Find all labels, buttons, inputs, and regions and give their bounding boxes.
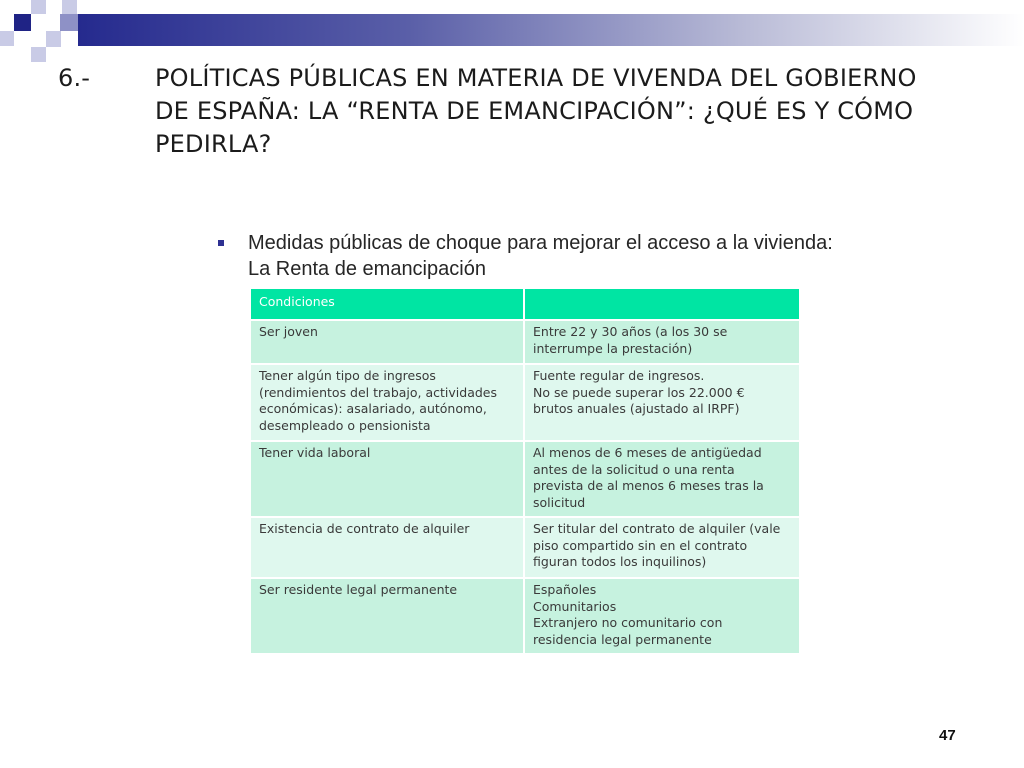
- header-decoration: [0, 0, 1024, 64]
- detail-cell: [524, 320, 800, 364]
- table: [249, 287, 801, 655]
- condition-cell: [250, 364, 524, 441]
- table-row: [250, 441, 800, 517]
- decor-square: [46, 31, 61, 47]
- bullet-text: Medidas públicas de choque para mejorar el acceso a la vivienda: La Renta de emancipación: [248, 232, 833, 280]
- condition-cell: [250, 517, 524, 578]
- cell-line: Fuente regular de ingresos.: [533, 368, 705, 383]
- cell-line: Comunitarios: [533, 598, 617, 614]
- cell-line: (rendimientos del trabajo, actividades: [259, 384, 498, 400]
- header-gradient-bar: [78, 14, 1024, 46]
- decor-square: [31, 47, 46, 62]
- table-header-cell: Condiciones: [250, 288, 524, 320]
- detail-cell: [524, 364, 800, 441]
- table-row: [250, 578, 800, 654]
- cell-line: Extranjero no comunitario con: [533, 615, 723, 630]
- cell-line: económicas): asalariado, autónomo,: [259, 401, 487, 416]
- cell-line: Tener algún tipo de ingresos: [259, 368, 436, 383]
- bullet-square-icon: [218, 240, 224, 246]
- section-number: 6.-: [58, 64, 91, 92]
- cell-line: Ser residente legal permanente: [259, 582, 458, 597]
- cell-line: Españoles: [533, 582, 597, 597]
- conditions-table: [248, 287, 801, 655]
- decor-square: [14, 14, 31, 31]
- cell-line: Entre 22 y 30 años (a los 30 se: [533, 324, 728, 339]
- table-header-cell: [524, 288, 800, 320]
- cell-line: Existencia de contrato de alquiler: [259, 521, 470, 536]
- title-text: POLÍTICAS PÚBLICAS EN MATERIA DE VIVENDA DEL GOBIERNO DE ESPAÑA: LA “RENTA DE EMANCIPACIÓN”: ¿QUÉ ES Y CÓMO PEDIRLA?: [155, 64, 917, 158]
- detail-cell: [524, 578, 800, 654]
- decor-square: [62, 0, 77, 14]
- detail-cell: [524, 517, 800, 578]
- detail-cell: [524, 441, 800, 517]
- cell-line: figuran todos los inquilinos): [533, 554, 707, 569]
- table-row: [250, 320, 800, 364]
- decor-square: [0, 31, 14, 46]
- cell-line: piso compartido sin en el contrato: [533, 537, 748, 553]
- cell-line: Ser titular del contrato de alquiler (vale: [533, 521, 781, 536]
- cell-line: Tener vida laboral: [259, 445, 371, 460]
- decor-square: [60, 14, 78, 31]
- cell-line: solicitud: [533, 494, 586, 510]
- cell-line: Ser joven: [259, 324, 318, 339]
- page-number: 47: [939, 727, 956, 744]
- condition-cell: [250, 320, 524, 364]
- cell-line: residencia legal permanente: [533, 631, 712, 647]
- cell-line: interrumpe la prestación): [533, 340, 693, 356]
- condition-cell: [250, 441, 524, 517]
- cell-line: prevista de al menos 6 meses tras la: [533, 478, 764, 493]
- cell-line: brutos anuales (ajustado al IRPF): [533, 401, 740, 416]
- cell-line: antes de la solicitud o una renta: [533, 461, 735, 477]
- cell-line: Al menos de 6 meses de antigüedad: [533, 445, 762, 460]
- decor-square: [31, 0, 46, 14]
- cell-line: desempleado o pensionista: [259, 417, 431, 433]
- table-row: [250, 364, 800, 441]
- condition-cell: [250, 578, 524, 654]
- cell-line: No se puede superar los 22.000 €: [533, 384, 745, 400]
- table-header-row: [250, 288, 800, 320]
- table-row: [250, 517, 800, 578]
